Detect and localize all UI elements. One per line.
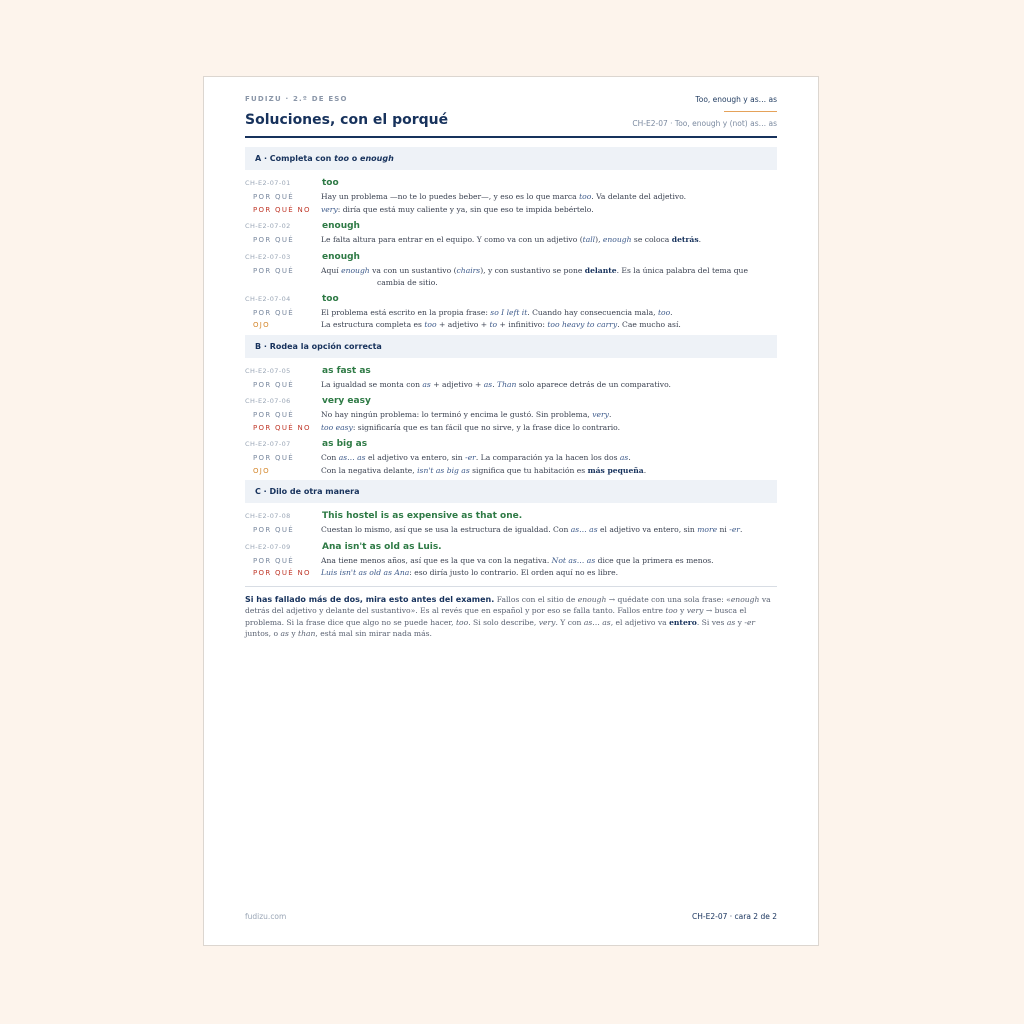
explanation-text: va con un sustantivo ( (369, 265, 457, 275)
explanation-term: -er (465, 453, 476, 462)
explanation-text: : eso diría justo lo contrario. El orden aquí no es libre. (409, 568, 619, 577)
final-note-term: as (726, 617, 736, 627)
section-heading (245, 480, 777, 503)
solutions-content (245, 147, 777, 640)
item-answer: enough (322, 221, 360, 231)
item-answer: too (322, 178, 339, 188)
explanation-line: OJO La estructura completa es too + adjetivo + to + infinitivo: too heavy to carry. Cae mucho así. (253, 320, 681, 329)
explanation-text: Ana tiene menos años, así que es la que va con la negativa. (321, 555, 552, 565)
final-note-text: y (735, 617, 745, 627)
explanation-emphasis: delante (584, 265, 617, 275)
explanation-text: + adjetivo + (436, 320, 490, 329)
solution-item (245, 394, 777, 434)
explanation-term: too heavy to carry (547, 320, 618, 329)
explanation-text: . Es la única palabra del tema que cambia de sitio. (377, 265, 748, 287)
item-code: CH-E2-07-04 (245, 294, 291, 303)
solution-item (245, 540, 777, 580)
explanation-term: Than (497, 379, 517, 389)
explanation-term: enough (602, 235, 632, 244)
explanation-term: as (619, 453, 629, 462)
solution-item (245, 292, 777, 332)
final-note-term: enough (577, 594, 607, 604)
solution-item (245, 219, 777, 247)
explanation-text: + infinitivo: (497, 320, 548, 329)
final-note-text: . Si solo describe, (468, 617, 539, 627)
explanation-line: POR QUÉ Ana tiene menos años, así que es la que va con la negativa. Not as… as dice que la primera es menos. (253, 555, 714, 565)
explanation-term: too (579, 192, 592, 201)
item-code: CH-E2-07-09 (245, 542, 291, 551)
item-answer: as fast as (322, 365, 371, 376)
explanation-term: more (697, 525, 718, 534)
explanation-text: . (698, 235, 702, 244)
explanation-text: Aquí (321, 265, 342, 275)
explanation-text: Cuestan lo mismo, así que se usa la estructura de igualdad. Con (321, 525, 571, 534)
explanation-term: too easy (321, 422, 353, 432)
footer-page: CH-E2-07 · cara 2 de 2 (692, 912, 777, 921)
explanation-line: POR QUÉ Aquí enough va con un sustantivo (chairs), y con sustantivo se pone delante. Es la única palabra del tema que cambia de sitio. (253, 265, 748, 287)
explanation-text: No hay ningún problema: lo terminó y encima le gustó. Sin problema, (321, 410, 593, 419)
item-code: CH-E2-07-06 (245, 397, 291, 405)
final-note-text: , está mal sin mirar nada más. (315, 629, 432, 638)
item-answer: too (322, 293, 339, 304)
explanation-term: as (483, 379, 493, 389)
item-answer: enough (322, 251, 360, 262)
topic-underline (724, 111, 777, 112)
explanation-line: OJO Con la negativa delante, isn't as big as significa que tu habitación es más pequeña. (253, 465, 647, 475)
explanation-term: chairs (456, 265, 481, 275)
final-note-text: va detrás del adjetivo y delante del sustantivo». Es al revés que en español y por eso se falla tanto. Fallos entre (245, 594, 771, 615)
final-note (245, 594, 777, 640)
item-code: CH-E2-07-01 (245, 179, 291, 187)
explanation-line: POR QUÉ Cuestan lo mismo, así que se usa la estructura de igualdad. Con as… as el adjetivo va entero, sin more ni -er. (253, 525, 743, 534)
explanation-text: . (643, 465, 647, 475)
explanation-text: dice que la primera es menos. (595, 555, 714, 565)
explanation-text: Hay un problema —no te lo puedes beber—, y eso es lo que marca (321, 192, 580, 201)
explanation-text: Con la negativa delante, (321, 465, 418, 475)
explanation-text: . (739, 525, 743, 534)
final-note-text: Fallos con el sitio de (494, 594, 578, 604)
final-note-text: → quédate con una sola frase: « (606, 594, 731, 604)
final-note-text: , el adjetivo va (610, 617, 670, 627)
explanation-text: el adjetivo va entero, sin (597, 525, 698, 534)
page-subtitle: CH-E2-07 · Too, enough y (not) as… as (632, 119, 777, 128)
item-answer: Ana isn't as old as Luis. (322, 541, 442, 552)
final-note-text: y (677, 606, 687, 615)
final-note-term: very (538, 617, 556, 627)
explanation-text: ni (717, 525, 730, 534)
explanation-term: -er (729, 525, 740, 534)
explanation-text: : diría que está muy caliente y ya, sin que eso te impida bebértelo. (337, 204, 594, 214)
final-note-term: than (298, 629, 316, 638)
final-note-term: too (665, 606, 678, 615)
explanation-text: ), (595, 235, 603, 244)
explanation-term: as… as (570, 525, 598, 534)
explanation-term: Not as… as (551, 555, 596, 565)
explanation-text: el adjetivo va entero, sin (365, 453, 466, 462)
solution-item (245, 176, 777, 216)
section-heading-text: A · Completa con (255, 154, 335, 163)
final-note-lead: Si has fallado más de dos, mira esto antes del examen. (245, 594, 495, 604)
section-heading-text: C · Dilo de otra manera (255, 487, 360, 496)
solution-item (245, 437, 777, 477)
explanation-text: . Va delante del adjetivo. (591, 192, 687, 201)
explanation-term: too (657, 307, 671, 317)
explanation-term: so I left it (490, 307, 528, 317)
item-answer: This hostel is as expensive as that one. (322, 511, 523, 521)
explanation-text: Le falta altura para entrar en el equipo. Y como va con un adjetivo ( (321, 235, 583, 244)
explanation-text: significa que tu habitación es (469, 465, 588, 475)
page-title: Soluciones, con el porqué (245, 112, 449, 128)
title-rule (245, 136, 777, 138)
section-heading (245, 335, 777, 358)
explanation-term: to (489, 320, 498, 329)
explanation-term: enough (341, 265, 370, 275)
explanation-line: POR QUÉ NO Luis isn't as old as Ana: eso diría justo lo contrario. El orden aquí no es libre. (253, 568, 619, 577)
solution-item (245, 250, 777, 289)
explanation-emphasis: detrás (671, 235, 699, 244)
explanation-text: La igualdad se monta con (321, 379, 423, 389)
final-note-text: juntos, o (245, 629, 281, 638)
explanation-term: as… as (338, 453, 366, 462)
final-note-text: → busca el problema. Si la frase dice que algo no se puede hacer, (245, 606, 747, 627)
explanation-term: Luis isn't as old as Ana (321, 568, 410, 577)
explanation-text: El problema está escrito en la propia frase: (321, 307, 491, 317)
explanation-term: tall (582, 235, 596, 244)
final-note-term: as… as (583, 617, 611, 627)
explanation-text: + adjetivo + (430, 379, 484, 389)
explanation-line: POR QUÉ NO too easy: significaría que es tan fácil que no sirve, y la frase dice lo contrario. (253, 422, 621, 432)
brand-label: FUDIZU · 2.º DE ESO (245, 95, 348, 103)
explanation-line: POR QUÉ La igualdad se monta con as + adjetivo + as. Than solo aparece detrás de un comparativo. (253, 379, 671, 389)
explanation-term: too (424, 320, 437, 329)
final-note-text: . Si ves (696, 617, 727, 627)
explanation-text: . (628, 453, 631, 462)
explanation-text: ), y con sustantivo se pone (480, 265, 585, 275)
section-heading-word: enough (360, 154, 394, 163)
item-answer: as big as (322, 439, 368, 449)
final-note-text: y (288, 629, 299, 638)
solution-item (245, 509, 777, 537)
explanation-term: isn't as big as (417, 465, 470, 475)
footer-site: fudizu.com (245, 912, 287, 921)
explanation-term: very (321, 204, 338, 214)
item-code: CH-E2-07-07 (245, 440, 291, 448)
final-note-emphasis: entero (669, 617, 697, 627)
section-heading (245, 147, 777, 170)
explanation-emphasis: más pequeña (587, 465, 644, 475)
final-separator (245, 586, 777, 587)
final-note-term: -er (744, 617, 756, 627)
explanation-text: . (608, 410, 612, 419)
explanation-text: se coloca (631, 235, 672, 244)
explanation-line: POR QUÉ Hay un problema —no te lo puedes beber—, y eso es lo que marca too. Va delante del adjetivo. (253, 192, 687, 201)
explanation-text: . (670, 307, 673, 317)
final-note-term: too (456, 617, 469, 627)
explanation-text: : significaría que es tan fácil que no sirve, y la frase dice lo contrario. (352, 422, 621, 432)
item-code: CH-E2-07-02 (245, 222, 291, 230)
worksheet-page (203, 76, 819, 946)
section-heading-text: B · Rodea la opción correcta (255, 341, 382, 351)
page-inner (245, 77, 777, 945)
explanation-text: solo aparece detrás de un comparativo. (516, 379, 671, 389)
explanation-term: as (422, 379, 431, 389)
solution-item (245, 364, 777, 392)
explanation-term: very (592, 410, 609, 419)
topic-label: Too, enough y as… as (695, 95, 777, 104)
final-note-term: very (686, 606, 704, 615)
item-code: CH-E2-07-03 (245, 252, 291, 261)
explanation-line: POR QUÉ No hay ningún problema: lo terminó y encima le gustó. Sin problema, very. (253, 410, 612, 419)
section-heading-word: too (334, 154, 349, 163)
explanation-line: POR QUÉ El problema está escrito en la propia frase: so I left it. Cuando hay consecuencia mala, too. (253, 307, 673, 317)
item-code: CH-E2-07-05 (245, 366, 291, 375)
explanation-line: POR QUÉ NO very: diría que está muy caliente y ya, sin que eso te impida bebértelo. (253, 204, 594, 214)
explanation-text: . Cuando hay consecuencia mala, (527, 307, 658, 317)
final-note-term: enough (730, 594, 760, 604)
item-code: CH-E2-07-08 (245, 512, 291, 520)
explanation-text: Con (321, 453, 339, 462)
explanation-line: POR QUÉ Le falta altura para entrar en el equipo. Y como va con un adjetivo (tall), enough se coloca detrás. (253, 235, 702, 244)
explanation-text: La estructura completa es (321, 320, 425, 329)
item-answer: very easy (322, 396, 371, 406)
final-note-text: . Y con (555, 617, 584, 627)
explanation-text: . (492, 379, 498, 389)
explanation-text: . Cae mucho así. (617, 320, 681, 329)
section-heading-text: o (348, 154, 361, 163)
explanation-text: . La comparación ya la hacen los dos (475, 453, 620, 462)
explanation-line: POR QUÉ Con as… as el adjetivo va entero, sin -er. La comparación ya la hacen los dos as. (253, 453, 631, 462)
final-note-term: as (280, 629, 289, 638)
